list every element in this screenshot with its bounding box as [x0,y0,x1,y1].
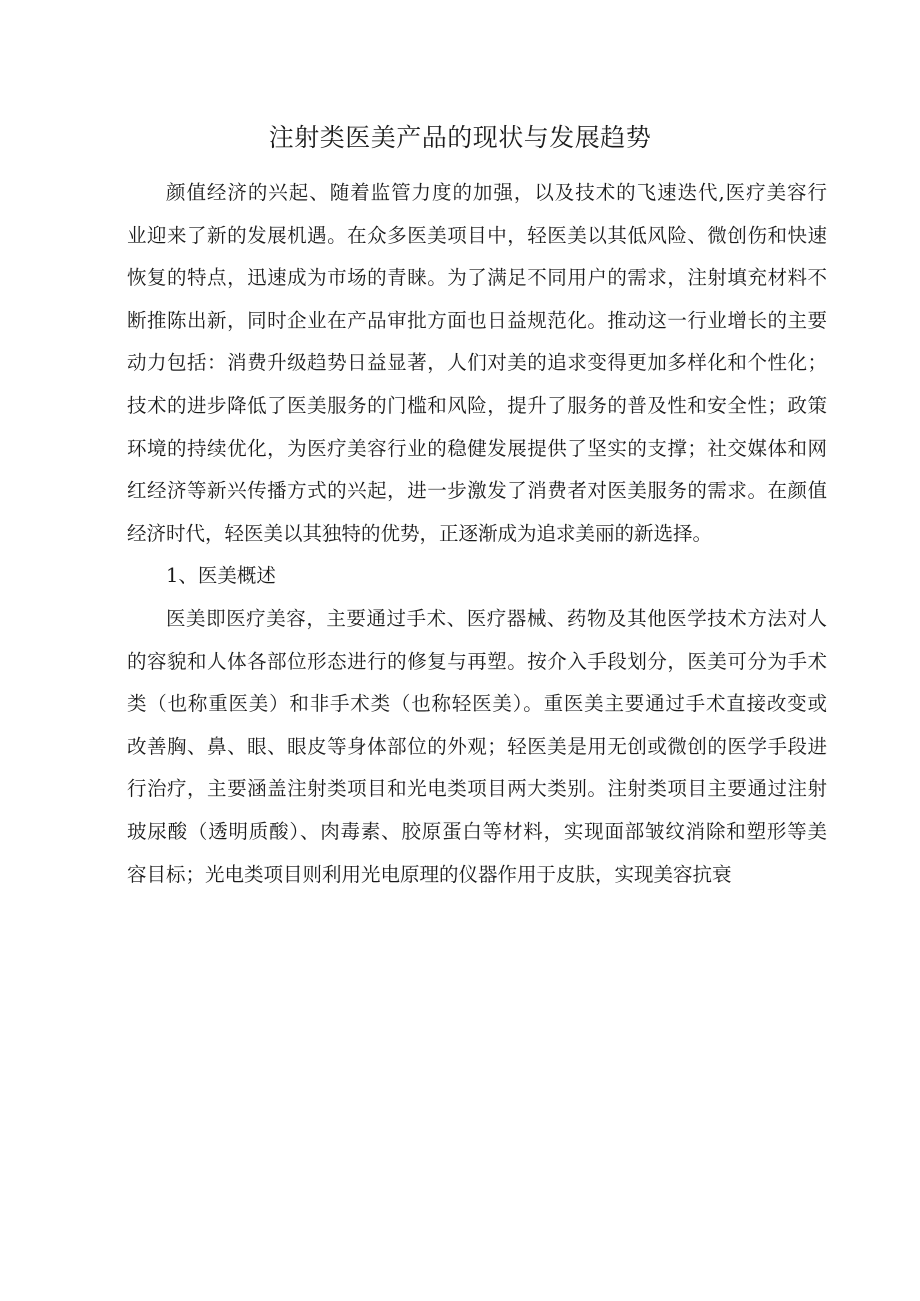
document-title: 注射类医美产品的现状与发展趋势 [268,123,652,152]
paragraph-1-line: 环境的持续优化，为医疗美容行业的稳健发展提供了坚实的支撑；社交媒体和网 [127,436,827,460]
section-heading: 1、医美概述 [166,564,276,588]
paragraph-2-line: 医美即医疗美容，主要通过手术、医疗器械、药物及其他医学技术方法对人 [166,606,827,630]
paragraph-1-line: 断推陈出新，同时企业在产品审批方面也日益规范化。推动这一行业增长的主要 [127,308,827,332]
paragraph-2-line: 类（也称重医美）和非手术类（也称轻医美）。重医美主要通过手术直接改变或 [127,692,827,716]
paragraph-1-line: 业迎来了新的发展机遇。在众多医美项目中，轻医美以其低风险、微创伤和快速 [127,223,827,247]
paragraph-1-line: 红经济等新兴传播方式的兴起，进一步激发了消费者对医美服务的需求。在颜值 [127,479,827,503]
paragraph-2-line: 改善胸、鼻、眼、眼皮等身体部位的外观；轻医美是用无创或微创的医学手段进 [127,734,827,758]
paragraph-2-line: 容目标；光电类项目则利用光电原理的仪器作用于皮肤，实现美容抗衰 [127,862,732,886]
paragraph-2-line: 的容貌和人体各部位形态进行的修复与再塑。按介入手段划分，医美可分为手术 [127,649,827,673]
paragraph-1-line: 颜值经济的兴起、随着监管力度的加强，以及技术的飞速迭代,医疗美容行 [166,181,827,204]
paragraph-1-line: 动力包括：消费升级趋势日益显著，人们对美的追求变得更加多样化和个性化； [127,351,827,375]
paragraph-2-line: 行治疗，主要涵盖注射类项目和光电类项目两大类别。注射类项目主要通过注射 [127,777,827,801]
paragraph-2-line: 玻尿酸（透明质酸）、肉毒素、胶原蛋白等材料，实现面部皱纹消除和塑形等美 [127,819,827,843]
paragraph-1-line: 技术的进步降低了医美服务的门槛和风险，提升了服务的普及性和安全性；政策 [127,393,827,417]
paragraph-1-line: 经济时代，轻医美以其独特的优势，正逐渐成为追求美丽的新选择。 [127,521,713,545]
paragraph-1-line: 恢复的特点，迅速成为市场的青睐。为了满足不同用户的需求，注射填充材料不 [127,266,827,290]
document-body [127,172,827,896]
